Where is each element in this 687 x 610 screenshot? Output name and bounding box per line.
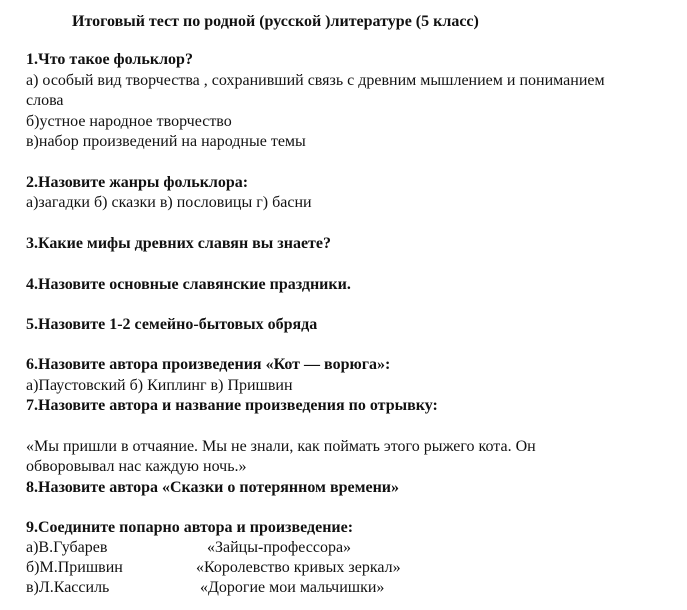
q1-option-a-cont: слова (26, 92, 64, 109)
question-8: 8.Назовите автора «Сказки о потерянном времени» (26, 479, 400, 496)
pair-work-2: «Королевство кривых зеркал» (196, 559, 401, 576)
question-3: 3.Какие мифы древних славян вы знаете? (26, 235, 332, 252)
pair-work-3: «Дорогие мои мальчишки» (200, 579, 385, 596)
pair-author-2: б)М.Пришвин (26, 559, 123, 576)
q1-option-b: б)устное народное творчество (26, 113, 232, 130)
pair-author-3: в)Л.Кассиль (26, 579, 110, 596)
q7-quote-line-1: «Мы пришли в отчаяние. Мы не знали, как поймать этого рыжего кота. Он (26, 438, 536, 455)
question-5: 5.Назовите 1-2 семейно-бытовых обряда (26, 316, 318, 333)
question-9: 9.Соедините попарно автора и произведение: (26, 519, 354, 536)
q2-options: а)загадки б) сказки в) пословицы г) басни (26, 194, 312, 211)
q1-option-c: в)набор произведений на народные темы (26, 133, 306, 150)
question-1: 1.Что такое фольклор? (26, 51, 193, 68)
question-4: 4.Назовите основные славянские праздники. (26, 276, 351, 293)
question-6: 6.Назовите автора произведения «Кот — ворюга»: (26, 356, 391, 373)
pair-work-1: «Зайцы-профессора» (207, 539, 352, 556)
q6-options: а)Паустовский б) Киплинг в) Пришвин (26, 377, 293, 394)
q7-quote-line-2: обворовывал нас каждую ночь.» (26, 458, 247, 475)
pair-author-1: а)В.Губарев (26, 539, 108, 556)
document-title: Итоговый тест по родной (русской )литературе (5 класс) (72, 13, 479, 30)
question-7: 7.Назовите автора и название произведения по отрывку: (26, 397, 438, 414)
q1-option-a: а) особый вид творчества , сохранивший связь с древним мышлением и пониманием (26, 72, 605, 89)
question-2: 2.Назовите жанры фольклора: (26, 174, 249, 191)
